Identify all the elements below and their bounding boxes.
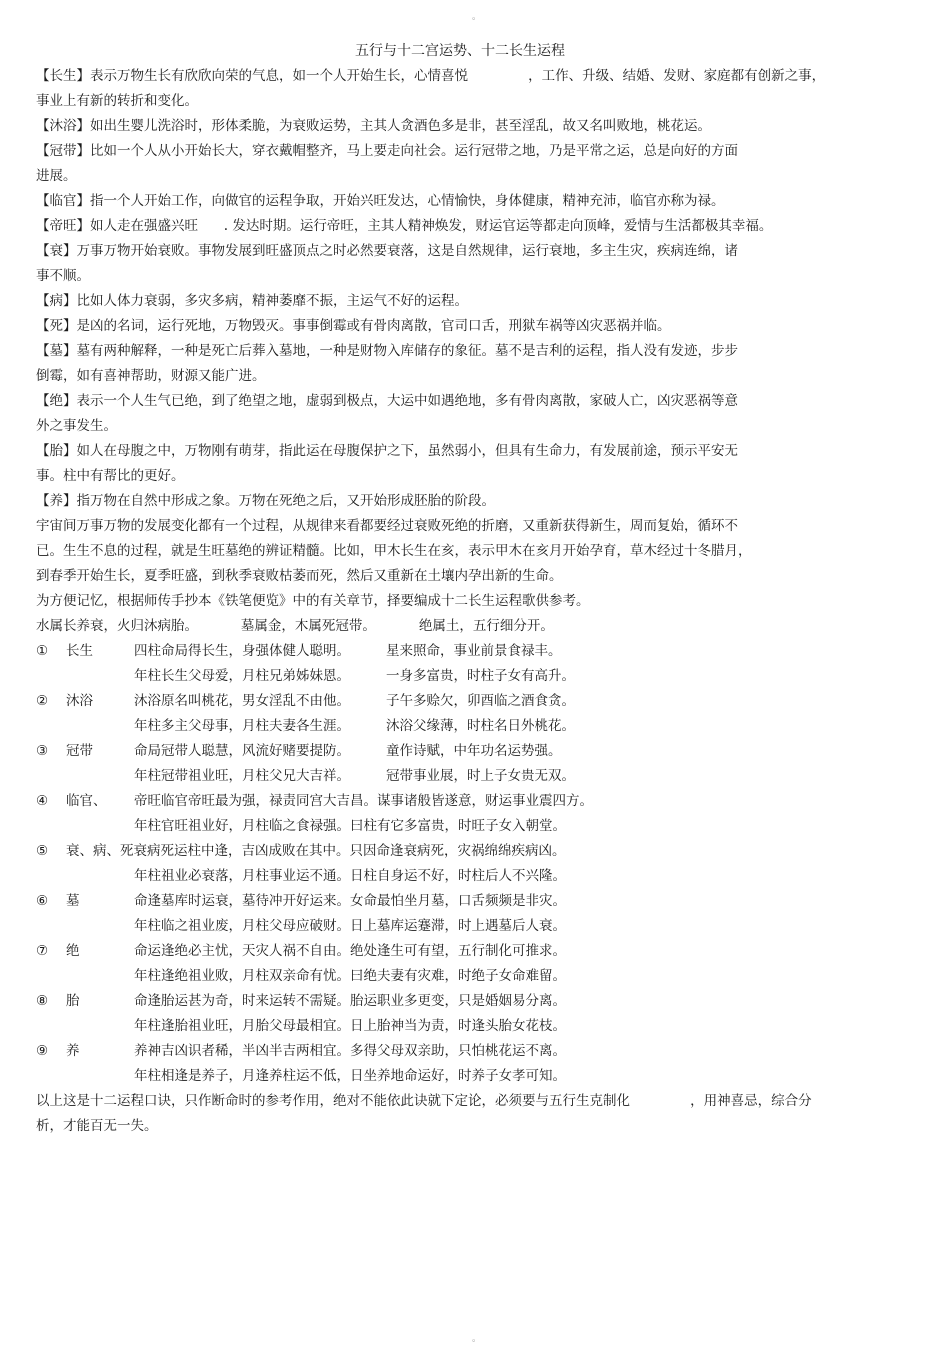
verse-text: 年柱官旺祖业好，月柱临之食禄强。曰柱有它多富贵，时旺子女入朝堂。	[134, 818, 566, 834]
paragraph-line: 宇宙间万事万物的发展变化都有一个过程，从规律来看都要经过衰败死绝的折磨，又重新获得新生，周而复始，循环不	[36, 518, 738, 534]
verse-line	[36, 889, 916, 914]
verse-name: 长生	[66, 643, 93, 659]
verse-number: ①	[36, 643, 49, 659]
verse-name: 养	[66, 1043, 80, 1059]
paragraph-line: 【绝】表示一个人生气已绝，到了绝望之地，虚弱到极点，大运中如遇绝地，多有骨肉离散，家破人亡，凶灾恶祸等意	[36, 393, 738, 409]
paragraph-line: 【墓】墓有两种解释，一种是死亡后葬入墓地，一种是财物入库储存的象征。墓不是吉利的运程，指人没有发迹，步步	[36, 343, 738, 359]
paragraph-line: 【病】比如人体力衰弱，多灾多病，精神萎靡不振，主运气不好的运程。	[36, 293, 468, 309]
paragraph-line: 已。生生不息的过程，就是生旺墓绝的辨证精髓。比如，甲木长生在亥，表示甲木在亥月开始孕育，草木经过十冬腊月，	[36, 543, 752, 559]
paragraph-line: 为方便记忆，根据师传手抄本《铁笔便览》中的有关章节，择要编成十二长生运程歌供参考。	[36, 593, 590, 609]
verse-number: ⑥	[36, 893, 49, 909]
paragraph-line: 【临官】指一个人开始工作，向做官的运程争取，开始兴旺发达，心情愉快，身体健康，精神充沛，临官亦称为禄。	[36, 193, 725, 209]
paragraph-line: 到春季开始生长，夏季旺盛，到秋季衰败枯萎而死，然后又重新在土壤内孕出新的生命。	[36, 568, 563, 584]
paragraph-line: 进展。	[36, 168, 77, 184]
paragraph-line: 【冠带】比如一个人从小开始长大，穿衣戴帽整齐，马上要走向社会。运行冠带之地，乃是平常之运，总是向好的方面	[36, 143, 738, 159]
verse-line	[36, 1064, 916, 1089]
paragraph-line: 【胎】如人在母腹之中，万物刚有萌芽，指此运在母腹保护之下，虽然弱小，但具有生命力，有发展前途，预示平安无	[36, 443, 738, 459]
verse-line	[36, 964, 916, 989]
paragraph-line: 【沐浴】如出生婴儿洗浴时，形体柔脆，为衰败运势，主其人贪酒色多是非，甚至淫乱，故又名叫败地，桃花运。	[36, 118, 711, 134]
verse-name: 冠带	[66, 743, 93, 759]
verse-text: 星来照命，事业前景食禄丰。	[386, 643, 562, 659]
verse-text: 沐浴原名叫桃花，男女淫乱不由他。	[134, 693, 350, 709]
paragraph-line: 【衰】万事万物开始衰败。事物发展到旺盛顶点之时必然要衰落，这是自然规律，运行衰地，多主生灾，疾病连绵，诸	[36, 243, 738, 259]
verse-text: 年柱祖业必衰落，月柱事业运不通。日柱自身运不好，时柱后人不兴隆。	[134, 868, 566, 884]
verse-number: ③	[36, 743, 49, 759]
verse-line	[36, 739, 916, 764]
paragraph-line: 外之事发生。	[36, 418, 117, 434]
verse-text: 年柱逢胎祖业旺，月胎父母最相宜。日上胎神当为责，时逢头胎女花枝。	[134, 1018, 566, 1034]
verse-line	[36, 814, 916, 839]
verse-number: ⑦	[36, 943, 49, 959]
verse-text: 年柱相逢是养子，月逢养柱运不低，日坐养地命运好，时养子女孝可知。	[134, 1068, 566, 1084]
verse-number: ⑧	[36, 993, 49, 1009]
verse-line	[36, 839, 916, 864]
verse-text: 命运逢绝必主忧，天灾人祸不自由。绝处逢生可有望，五行制化可推求。	[134, 943, 566, 959]
paragraph-line: 水属长养衰，火归沐病胎。 墓属金，木属死冠带。 绝属土，五行细分开。	[36, 618, 554, 634]
document-title: 五行与十二宫运势、十二长生运程	[355, 43, 565, 59]
verse-line	[36, 639, 916, 664]
verse-list	[36, 639, 916, 1089]
verse-text: 命逢胎运甚为奇，时来运转不需疑。胎运职业多更变，只是婚姻易分离。	[134, 993, 566, 1009]
verse-line	[36, 789, 916, 814]
verse-line	[36, 764, 916, 789]
verse-text: 沐浴父缘薄，时柱名日外桃花。	[386, 718, 575, 734]
verse-number: ⑤	[36, 843, 49, 859]
verse-text: 命局冠带人聪慧，风流好赌要提防。	[134, 743, 350, 759]
verse-line	[36, 664, 916, 689]
closing-line: 析，才能百无一失。	[36, 1118, 158, 1134]
verse-line	[36, 989, 916, 1014]
verse-name: 沐浴	[66, 693, 93, 709]
verse-text: 帝旺临官帝旺最为强，禄责同宫大吉昌。谋事诸般皆遂意，财运事业震四方。	[134, 793, 593, 809]
document-body	[36, 64, 916, 1139]
verse-text: 年柱临之祖业废，月柱父母应破财。日上墓库运蹇滞，时上遇墓后人衰。	[134, 918, 566, 934]
verse-text: 一身多富贵，时柱子女有高升。	[386, 668, 575, 684]
verse-line	[36, 1039, 916, 1064]
verse-number: ⑨	[36, 1043, 49, 1059]
paragraph-line: 【帝旺】如人走在强盛兴旺 . 发达时期。运行帝旺，主其人精神焕发，财运官运等都走向顶峰，爱情与生活都极其幸福。	[36, 218, 773, 234]
paragraph-line: 事。柱中有帮比的更好。	[36, 468, 185, 484]
verse-line	[36, 689, 916, 714]
verse-text: 年柱冠带祖业旺，月柱父兄大吉祥。	[134, 768, 350, 784]
paragraph-line: 事不顺。	[36, 268, 90, 284]
verse-line	[36, 1014, 916, 1039]
verse-text: 冠带事业展，时上子女贵无双。	[386, 768, 575, 784]
verse-text: 命逢墓库时运衰，墓待冲开好运来。女命最怕坐月墓，口舌频频是非灾。	[134, 893, 566, 909]
verse-name: 绝	[66, 943, 80, 959]
paragraph-line: 【长生】表示万物生长有欣欣向荣的气息，如一个人开始生长，心情喜悦 ，工作、升级、结婚、发财、家庭都有创新之事，	[36, 68, 826, 84]
verse-line	[36, 714, 916, 739]
verse-line	[36, 864, 916, 889]
verse-text: 养神吉凶识者稀，半凶半吉两相宜。多得父母双亲助，只怕桃花运不离。	[134, 1043, 566, 1059]
paragraph-line: 【养】指万物在自然中形成之象。万物在死绝之后，又开始形成胚胎的阶段。	[36, 493, 495, 509]
top-mark: 。	[472, 12, 482, 22]
paragraph-line: 倒霉，如有喜神帮助，财源又能广进。	[36, 368, 266, 384]
closing-line: 以上这是十二运程口诀，只作断命时的参考作用，绝对不能依此诀就下定论，必须要与五行生克制化 ，用神喜忌，综合分	[36, 1093, 812, 1109]
verse-text: 子午多赊欠，卯酉临之酒食贪。	[386, 693, 575, 709]
verse-text: 童作诗赋，中年功名运势强。	[386, 743, 562, 759]
verse-number: ④	[36, 793, 49, 809]
verse-text: 四柱命局得长生，身强体健人聪明。	[134, 643, 350, 659]
verse-text: 年柱长生父母爱，月柱兄弟姊妹恩。	[134, 668, 350, 684]
paragraph-line: 事业上有新的转折和变化。	[36, 93, 198, 109]
verse-name: 临官、	[66, 793, 107, 809]
verse-text: 年柱逢绝祖业败，月柱双亲命有忧。曰绝夫妻有灾难，时绝子女命难留。	[134, 968, 566, 984]
verse-name: 墓	[66, 893, 80, 909]
verse-number: ②	[36, 693, 49, 709]
verse-text: 年柱多主父母事，月柱夫妻各生涯。	[134, 718, 350, 734]
verse-name: 胎	[66, 993, 80, 1009]
verse-line	[36, 939, 916, 964]
verse-line	[36, 914, 916, 939]
bottom-mark: 。	[472, 1334, 482, 1344]
verse-text: 衰、病、死衰病死运柱中逢，吉凶成败在其中。只因命逢衰病死，灾祸绵绵疾病凶。	[66, 843, 566, 859]
paragraph-line: 【死】是凶的名词，运行死地，万物毁灭。事事倒霉或有骨肉离散，官司口舌，刑狱车祸等凶灾恶祸并临。	[36, 318, 671, 334]
